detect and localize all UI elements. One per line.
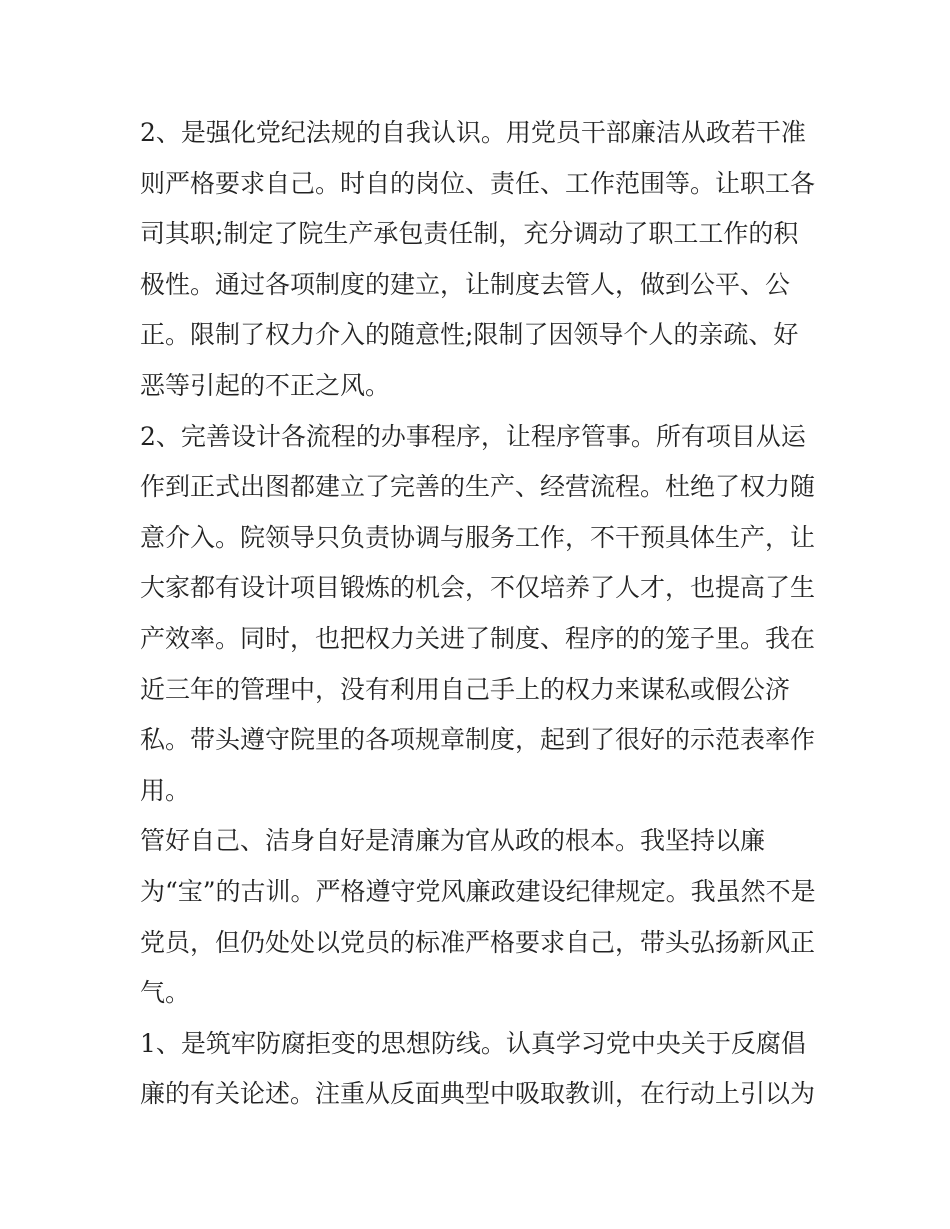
text-line: 气。	[140, 978, 191, 1008]
text-line: 党员，但仍处处以党员的标准严格要求自己，带头弘扬新风正	[140, 927, 816, 957]
text-line: 用。	[140, 775, 191, 805]
text-line: 产效率。同时，也把权力关进了制度、程序的的笼子里。我在	[140, 623, 816, 653]
text-line: 廉的有关论述。注重从反面典型中吸取教训，在行动上引以为	[140, 1079, 816, 1109]
text-line: 管好自己、洁身自好是清廉为官从政的根本。我坚持以廉	[140, 826, 766, 856]
text-line: 2、是强化党纪法规的自我认识。用党员干部廉洁从政若干准	[140, 118, 806, 147]
text-line: 极性。通过各项制度的建立，让制度去管人，做到公平、公	[140, 269, 791, 299]
text-line: 为“宝”的古训。严格遵守党风廉政建设纪律规定。我虽然不是	[140, 876, 816, 906]
text-line: 私。带头遵守院里的各项规章制度，起到了很好的示范表率作	[140, 725, 816, 755]
text-line: 正。限制了权力介入的随意性;限制了因领导个人的亲疏、好	[140, 320, 799, 350]
text-line: 意介入。院领导只负责协调与服务工作，不干预具体生产，让	[140, 522, 816, 552]
document-body	[140, 108, 820, 1120]
text-line: 恶等引起的不正之风。	[140, 370, 391, 400]
paragraph-3	[140, 816, 820, 1018]
text-line: 司其职;制定了院生产承包责任制，充分调动了职工工作的积	[140, 219, 799, 249]
text-line: 则严格要求自己。时自的岗位、责任、工作范围等。让职工各	[140, 168, 816, 198]
paragraph-4	[140, 1019, 820, 1120]
paragraph-1	[140, 108, 820, 412]
text-line: 近三年的管理中，没有利用自己手上的权力来谋私或假公济	[140, 674, 791, 704]
text-line: 1、是筑牢防腐拒变的思想防线。认真学习党中央关于反腐倡	[140, 1028, 806, 1058]
text-line: 大家都有设计项目锻炼的机会，不仅培养了人才，也提高了生	[140, 573, 816, 603]
text-line: 2、完善设计各流程的办事程序，让程序管事。所有项目从运	[140, 421, 806, 451]
paragraph-2	[140, 412, 820, 817]
text-line: 作到正式出图都建立了完善的生产、经营流程。杜绝了权力随	[140, 472, 816, 502]
